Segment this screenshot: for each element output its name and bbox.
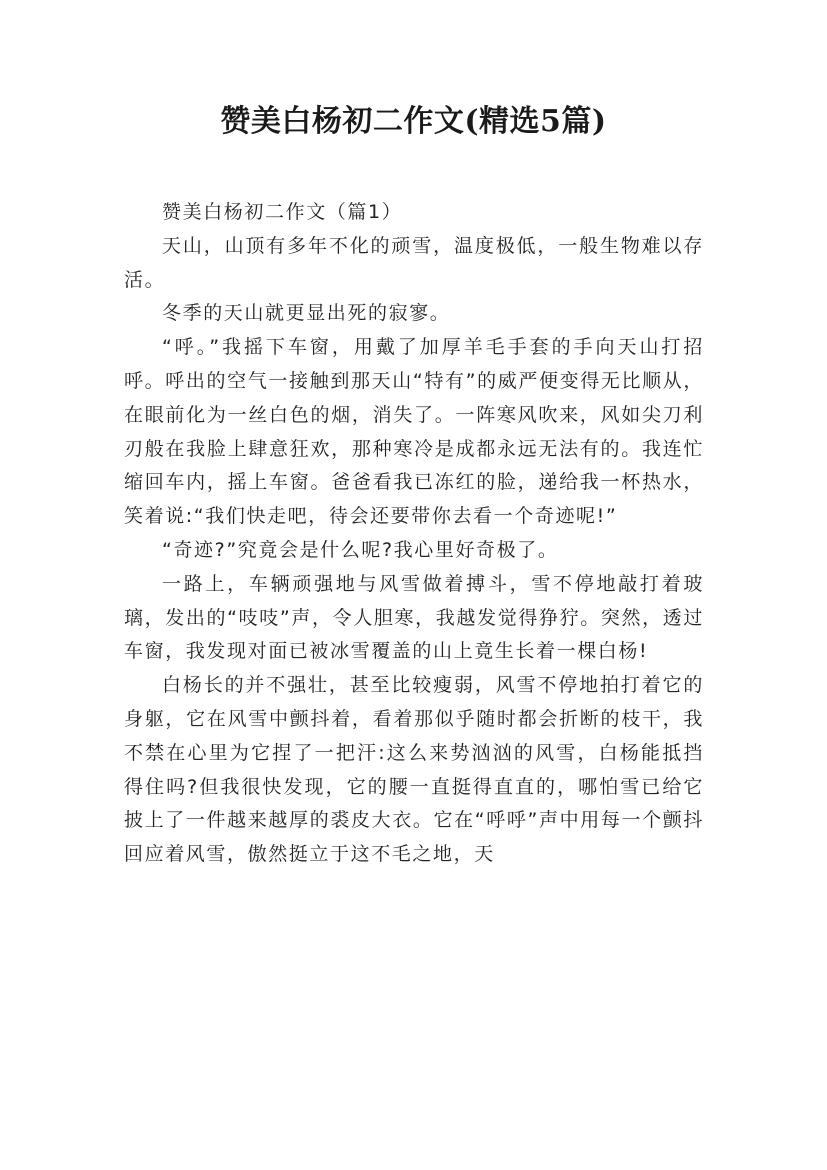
section-heading: 赞美白杨初二作文（篇1） (162, 201, 403, 223)
document-body (124, 196, 704, 872)
paragraph: 冬季的天山就更显出死的寂寥。 (162, 302, 451, 325)
document-title: 赞美白杨初二作文(精选5篇) (220, 104, 607, 139)
paragraph: 白杨长的并不强壮，甚至比较瘦弱，风雪不停地拍打着它的身躯，它在风雪中颤抖着，看着那似乎随时都会折断的枝干，我不禁在心里为它捏了一把汗:这么来势汹汹的风雪，白杨能抵挡得住吗?但我很快发现，它的腰一直挺得直直的，哪怕雪已给它披上了一件越来越厚的裘皮大衣。它在“呼呼”声中用每一个颤抖回应着风雪，傲然挺立于这不毛之地，天 (124, 674, 704, 866)
paragraph: 一路上，车辆顽强地与风雪做着搏斗，雪不停地敲打着玻璃，发出的“吱吱”声，令人胆寒，我越发觉得狰狞。突然，透过车窗，我发现对面已被冰雪覆盖的山上竟生长着一棵白杨! (124, 572, 704, 663)
paragraph: “呼。”我摇下车窗，用戴了加厚羊毛手套的手向天山打招呼。呼出的空气一接触到那天山“特有”的威严便变得无比顺从，在眼前化为一丝白色的烟，消失了。一阵寒风吹来，风如尖刀利刃般在我脸上肆意狂欢，那种寒冷是成都永远无法有的。我连忙缩回车内，摇上车窗。爸爸看我已冻红的脸，递给我一杯热水，笑着说:“我们快走吧，待会还要带你去看一个奇迹呢!” (124, 336, 704, 528)
paragraph: 天山，山顶有多年不化的顽雪，温度极低，一般生物难以存活。 (124, 234, 704, 291)
paragraph: “奇迹?”究竟会是什么呢?我心里好奇极了。 (162, 538, 559, 561)
